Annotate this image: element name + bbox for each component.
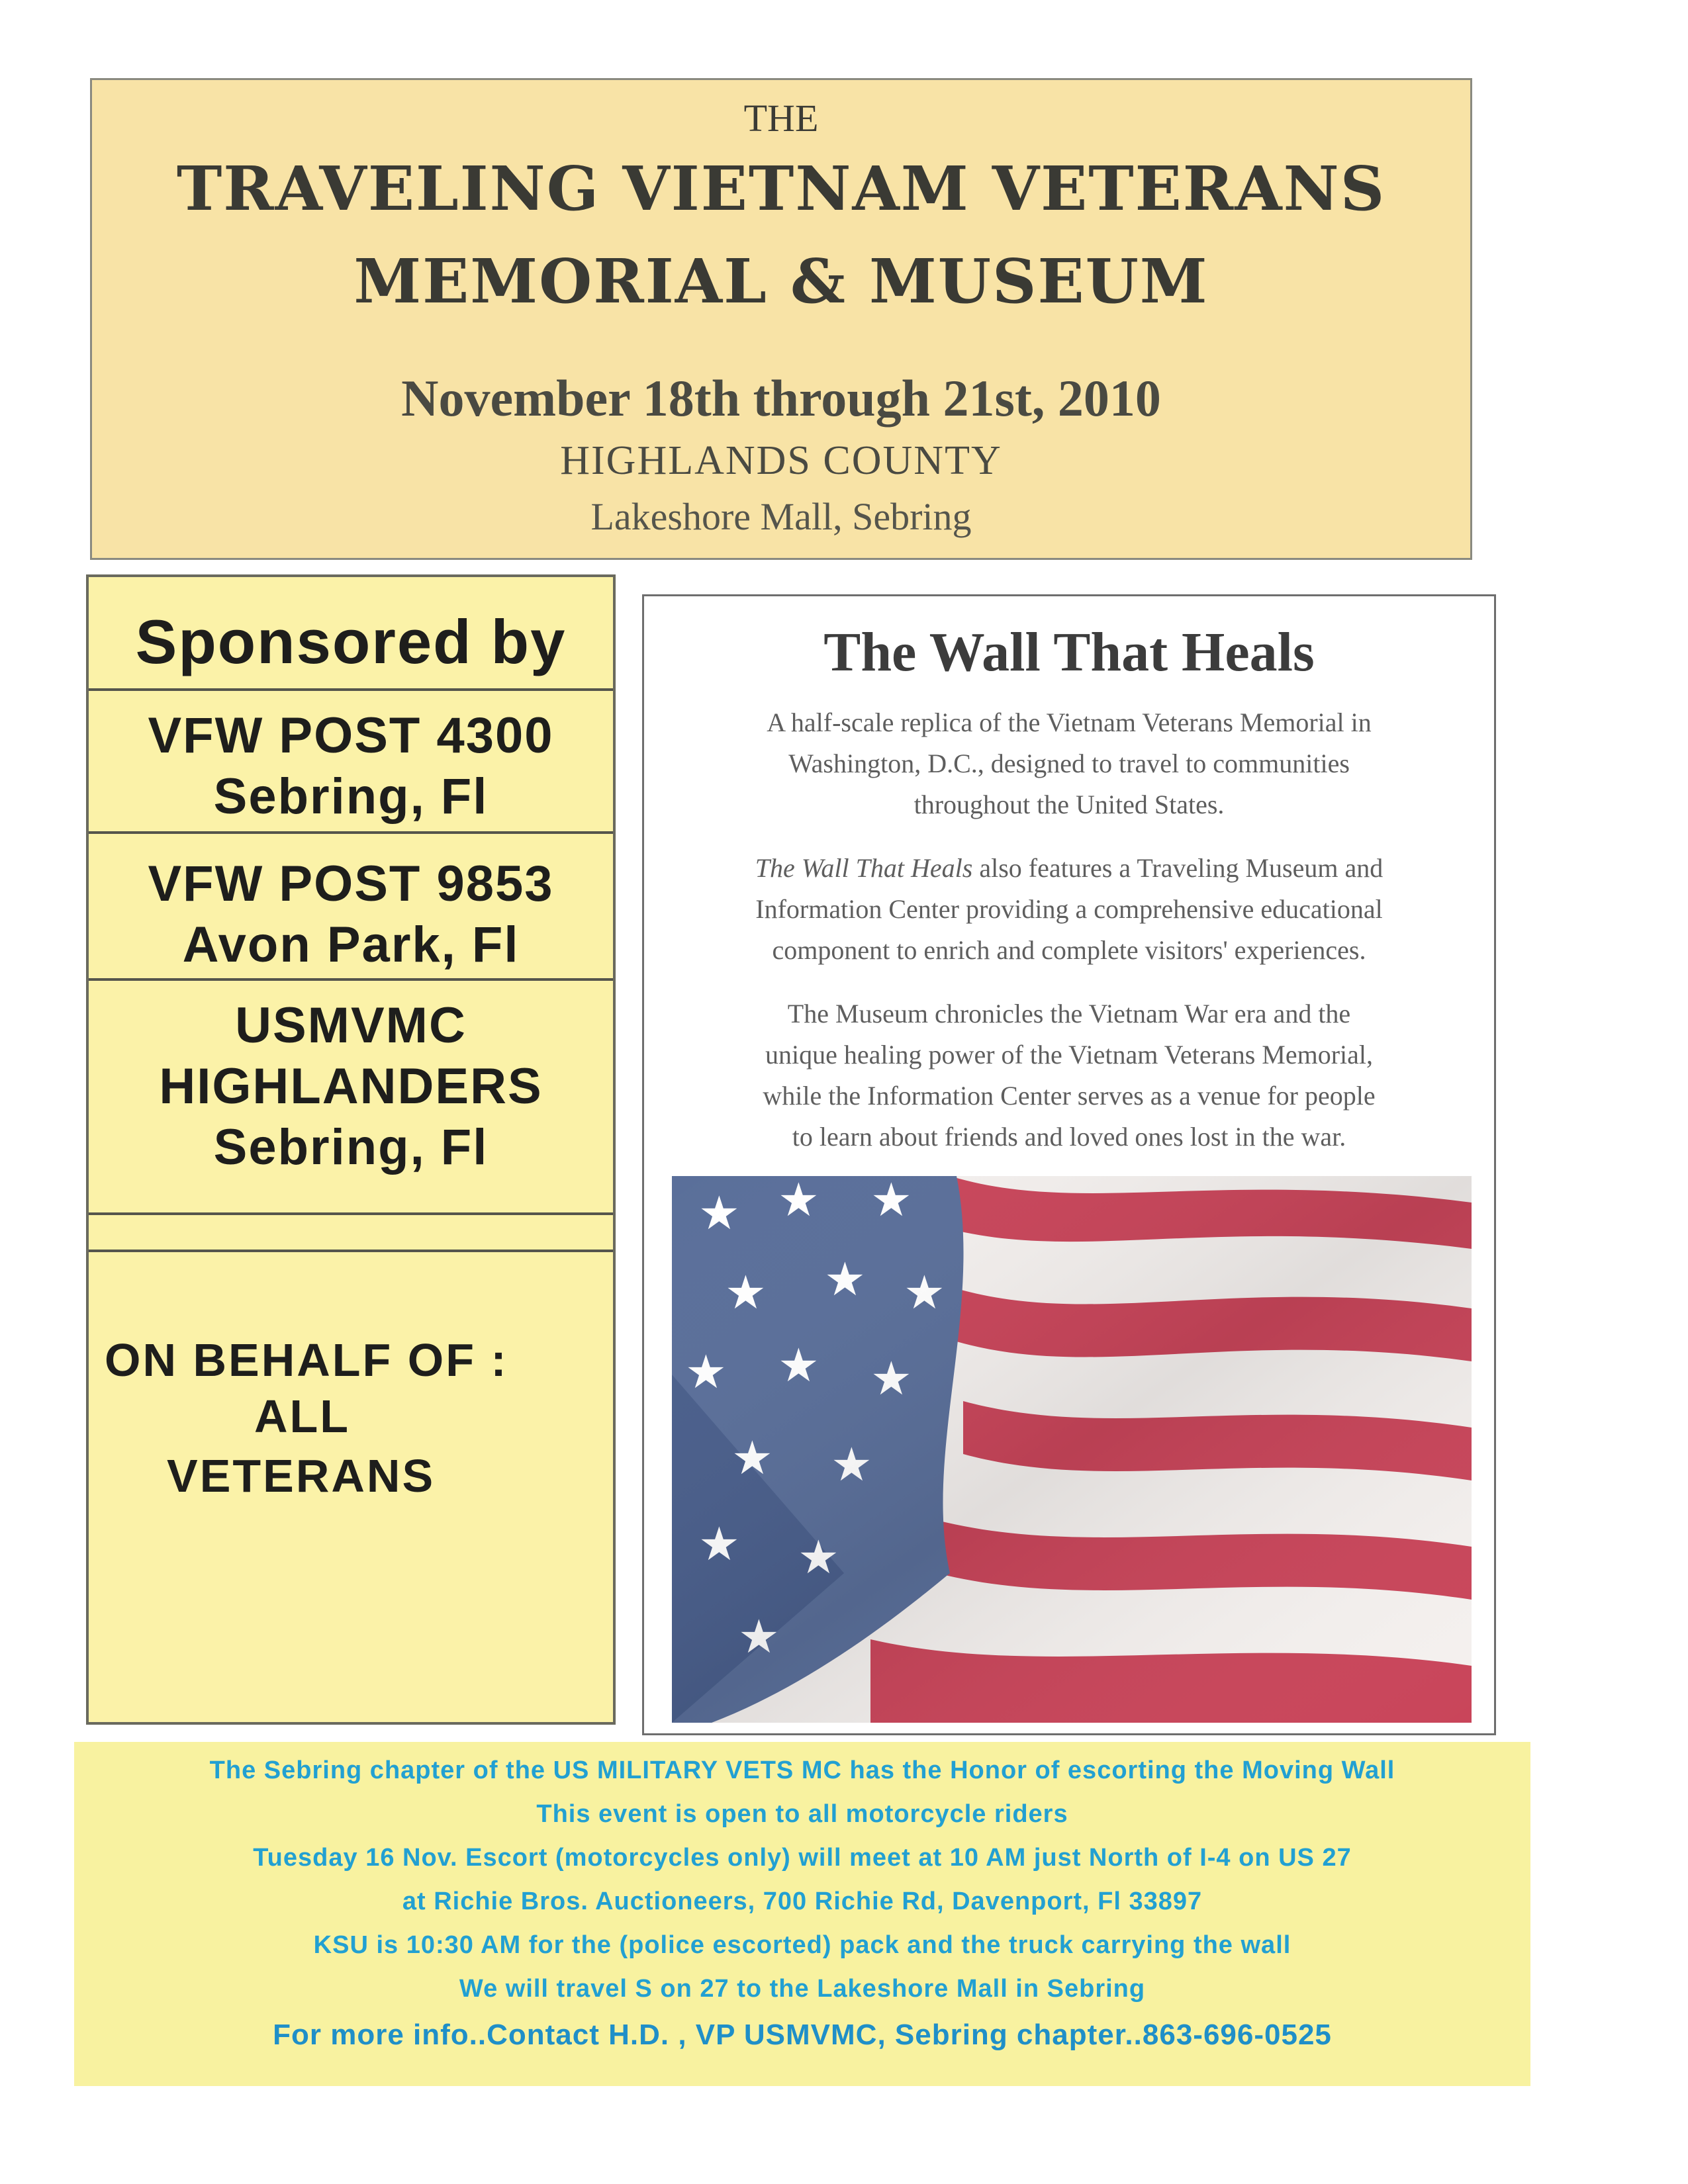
header-title-line2: MEMORIAL & MUSEUM [353,246,1209,317]
wall-paragraph-3 [657,993,1481,1158]
escort-info-panel [74,1742,1530,2086]
flag-shading [672,1176,1472,1723]
sponsor-vfw-4300 [89,705,613,827]
sponsor-name: VFW POST 4300 [148,707,554,764]
behalf-all: ALL [254,1390,351,1442]
sponsor-city: Sebring, Fl [213,1119,489,1175]
text-line: Information Center providing a comprehensive educational [755,894,1383,924]
escort-line-1: The Sebring chapter of the US MILITARY VETS MC has the Honor of escorting the Moving Wall [209,1756,1395,1784]
text-line: Washington, D.C., designed to travel to communities [788,749,1350,778]
sponsor-name: VFW POST 9853 [148,856,554,912]
sponsor-panel [86,574,616,1725]
text-line: throughout the United States. [914,790,1225,819]
wall-name-italic: The Wall That Heals [755,853,973,883]
sponsor-divider [89,1250,613,1252]
sponsor-city: Avon Park, Fl [182,917,520,973]
text-line: A half-scale replica of the Vietnam Veterans Memorial in [767,707,1372,737]
sponsor-divider [89,831,613,834]
contact-line: For more info..Contact H.D. , VP USMVMC, Sebring chapter..863-696-0525 [273,2019,1332,2051]
event-county: HIGHLANDS COUNTY [560,438,1002,483]
text-line: component to enrich and complete visitors' experiences. [772,935,1366,965]
escort-line-4: at Richie Bros. Auctioneers, 700 Richie Rd, Davenport, Fl 33897 [402,1888,1203,1915]
sponsor-vfw-9853 [89,854,613,976]
event-header [90,78,1472,560]
wall-title: The Wall That Heals [823,621,1315,683]
header-title-line1: TRAVELING VIETNAM VETERANS [176,153,1386,224]
wall-info-panel [642,594,1496,1735]
sponsor-city: Sebring, Fl [213,768,489,825]
text-span: also features a Traveling Museum and [972,853,1383,883]
sponsor-name-line2: HIGHLANDERS [159,1058,543,1115]
sponsor-heading: Sponsored by [135,607,567,676]
text-line: to learn about friends and loved ones lost in the war. [792,1122,1346,1152]
sponsor-divider [89,688,613,691]
header-pre-title: THE [743,97,819,140]
behalf-veterans: VETERANS [167,1450,436,1502]
escort-line-5: KSU is 10:30 AM for the (police escorted) pack and the truck carrying the wall [313,1931,1291,1959]
sponsor-name: USMVMC [235,997,467,1054]
behalf-label: ON BEHALF OF : [105,1334,508,1386]
sponsor-usmvmc [89,995,613,1178]
sponsor-divider [89,978,613,981]
text-line: unique healing power of the Vietnam Veterans Memorial, [765,1040,1374,1069]
text-line: The Museum chronicles the Vietnam War era and the [787,999,1351,1028]
escort-line-6: We will travel S on 27 to the Lakeshore Mall in Sebring [459,1975,1146,2003]
sponsor-divider [89,1212,613,1215]
text-line [657,848,1481,889]
escort-line-2: This event is open to all motorcycle riders [536,1800,1068,1828]
wall-paragraph-2 [657,848,1481,971]
wall-paragraph-1 [657,702,1481,825]
escort-line-3: Tuesday 16 Nov. Escort (motorcycles only) will meet at 10 AM just North of I-4 on US 27 [253,1844,1352,1872]
event-location: Lakeshore Mall, Sebring [590,495,972,538]
american-flag-image [672,1176,1472,1723]
text-line: while the Information Center serves as a venue for people [763,1081,1376,1111]
event-dates: November 18th through 21st, 2010 [401,369,1161,427]
